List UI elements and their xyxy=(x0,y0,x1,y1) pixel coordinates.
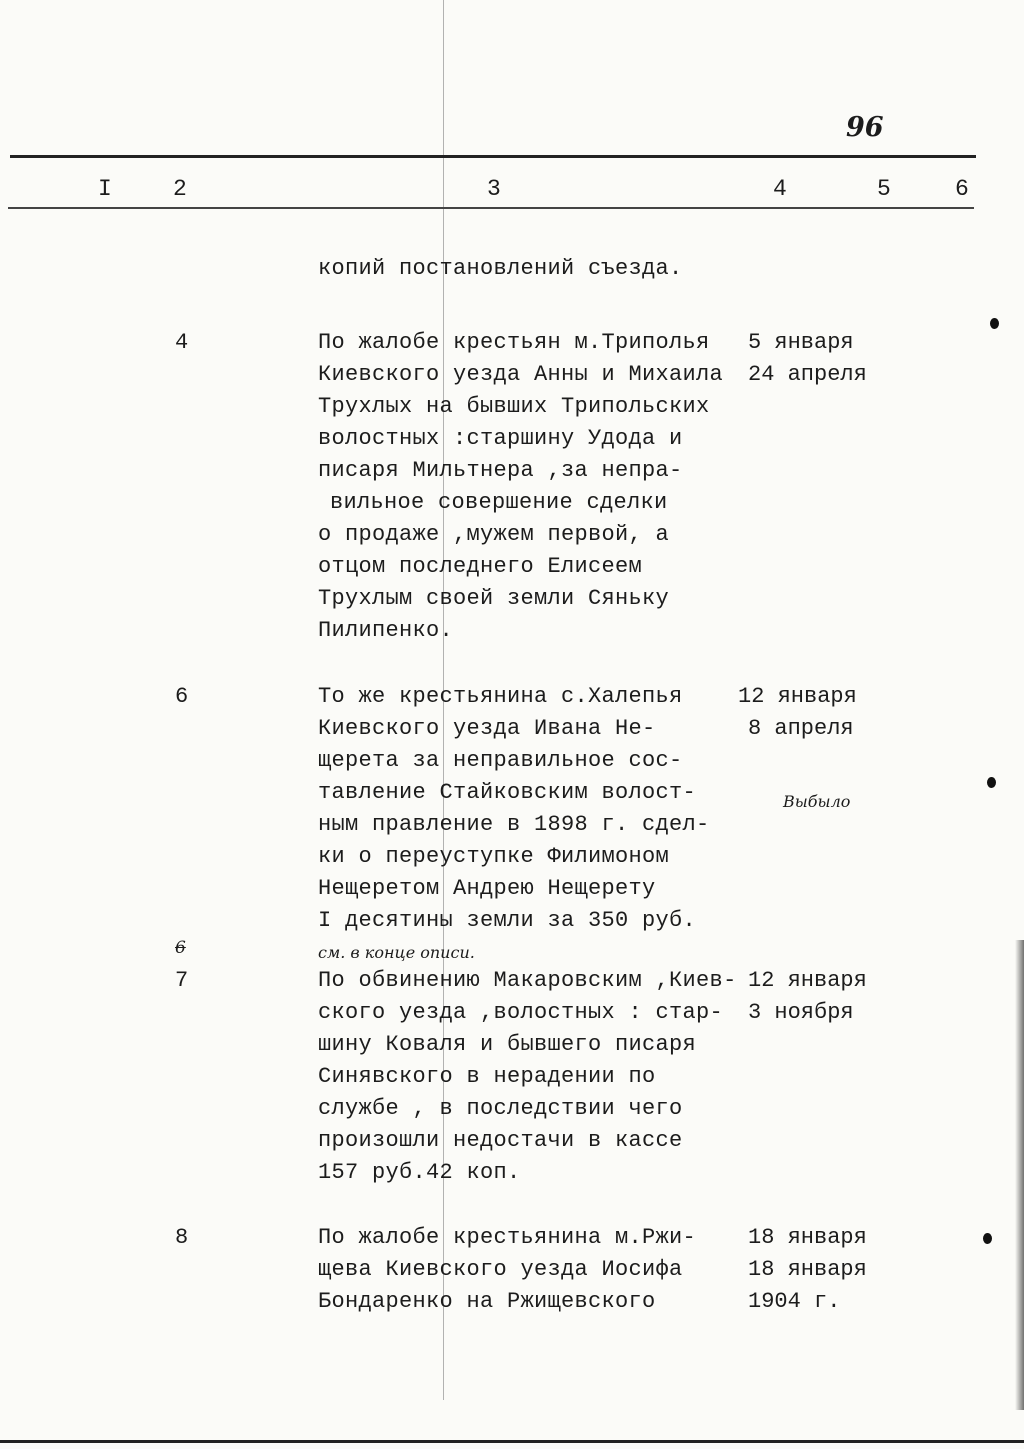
column-header-1: I xyxy=(98,176,112,202)
entry-text-line: отцом последнего Елисеем xyxy=(318,554,643,579)
page-number: 96 xyxy=(846,112,884,143)
entry-number: 8 xyxy=(175,1225,189,1250)
continuation-line: копий постановлений съезда. xyxy=(318,256,683,281)
handwritten-note-see-end: см. в конце описи. xyxy=(318,943,475,962)
entry-text-line: щерета за неправильное сос- xyxy=(318,748,683,773)
entry-text-line: I десятины земли за 350 руб. xyxy=(318,908,697,933)
handwritten-note-withdrawn: Выбыло xyxy=(783,792,851,811)
entry-text-line: о продаже ,мужем первой, а xyxy=(318,522,670,547)
column-header-4: 4 xyxy=(773,176,787,202)
entry-text-line: писаря Мильтнера ,за непра- xyxy=(318,458,683,483)
entry-date: 18 января xyxy=(748,1225,867,1250)
entry-text-line: Киевского уезда Ивана Не- xyxy=(318,716,656,741)
entry-text-line: Бондаренко на Ржищевского xyxy=(318,1289,656,1314)
entry-text-line: ского уезда ,волостных : стар- xyxy=(318,1000,724,1025)
entry-text-line: Нещеретом Андрею Нещерету xyxy=(318,876,656,901)
column-header-5: 5 xyxy=(877,176,891,202)
header-rule xyxy=(8,207,974,209)
entry-number: 4 xyxy=(175,330,189,355)
entry-date: 12 января xyxy=(738,684,857,709)
column-header-3: 3 xyxy=(487,176,501,202)
column-header-2: 2 xyxy=(173,176,187,202)
entry-text-line: волостных :старшину Удода и xyxy=(318,426,683,451)
entry-text-line: По обвинению Макаровским ,Киев- xyxy=(318,968,737,993)
entry-date: 5 января xyxy=(748,330,854,355)
entry-text-line: По жалобе крестьянина м.Ржи- xyxy=(318,1225,697,1250)
entry-date: 24 апреля xyxy=(748,362,867,387)
entry-date: 1904 г. xyxy=(748,1289,841,1314)
entry-text-line: щева Киевского уезда Иосифа xyxy=(318,1257,683,1282)
punch-hole-mark xyxy=(990,318,999,329)
bottom-rule xyxy=(0,1440,1024,1443)
entry-text-line: То же крестьянина с.Халепья xyxy=(318,684,683,709)
entry-text-line: ки о переуступке Филимоном xyxy=(318,844,670,869)
entry-date: 18 января xyxy=(748,1257,867,1282)
entry-date: 3 ноября xyxy=(748,1000,854,1025)
column-header-6: 6 xyxy=(955,176,969,202)
punch-hole-mark xyxy=(983,1233,992,1244)
entry-text-line: Синявского в нерадении по xyxy=(318,1064,656,1089)
entry-text-line: произошли недостачи в кассе xyxy=(318,1128,683,1153)
entry-text-line: вильное совершение сделки xyxy=(330,490,668,515)
entry-text-line: Киевского уезда Анны и Михаила xyxy=(318,362,724,387)
top-rule xyxy=(10,155,976,158)
entry-text-line: По жалобе крестьян м.Триполья xyxy=(318,330,710,355)
entry-text-line: ным правление в 1898 г. сдел- xyxy=(318,812,710,837)
struck-entry-number: 6 xyxy=(175,938,186,958)
entry-number: 7 xyxy=(175,968,189,993)
punch-hole-mark xyxy=(987,777,996,788)
entry-text-line: тавление Стайковским волост- xyxy=(318,780,697,805)
entry-text-line: службе , в последствии чего xyxy=(318,1096,683,1121)
page-edge-shadow xyxy=(1015,940,1024,1410)
entry-number: 6 xyxy=(175,684,189,709)
entry-text-line: Трухлых на бывших Трипольских xyxy=(318,394,710,419)
entry-date: 8 апреля xyxy=(748,716,854,741)
entry-text-line: 157 руб.42 коп. xyxy=(318,1160,521,1185)
entry-text-line: Трухлым своей земли Сяньку xyxy=(318,586,670,611)
entry-text-line: Пилипенко. xyxy=(318,618,454,643)
entry-date: 12 января xyxy=(748,968,867,993)
entry-text-line: шину Коваля и бывшего писаря xyxy=(318,1032,697,1057)
